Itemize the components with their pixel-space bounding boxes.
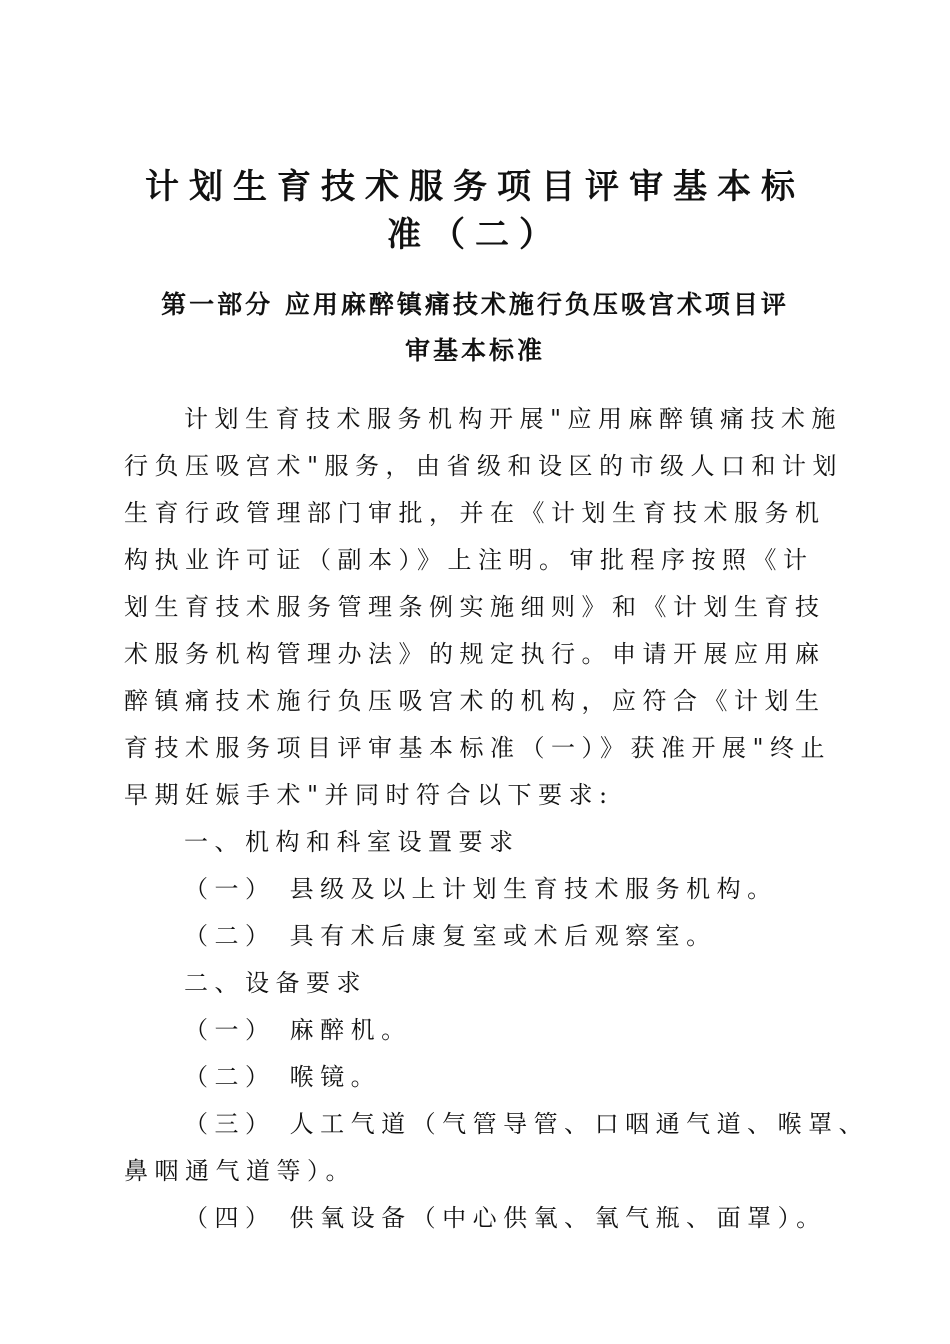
body-line: 行负压吸宫术"服务，由省级和设区的市级人口和计划 xyxy=(124,452,844,480)
body-line: 划生育技术服务管理条例实施细则》和《计划生育技 xyxy=(124,593,826,621)
list-heading: 二、设备要求 xyxy=(184,969,367,997)
body-line: 构执业许可证（副本）》上注明。审批程序按照《计 xyxy=(124,546,814,574)
list-heading: 一、机构和科室设置要求 xyxy=(184,828,520,856)
document-title-line-1: 计划生育技术服务项目评审基本标 xyxy=(145,167,805,207)
body-line: 术服务机构管理办法》的规定执行。申请开展应用麻 xyxy=(124,640,826,668)
list-item: （四） 供氧设备（中心供氧、氧气瓶、面罩）。 xyxy=(184,1204,827,1232)
list-item: （二） 喉镜。 xyxy=(184,1063,382,1091)
section-title-line-2: 审基本标准 xyxy=(404,336,545,365)
list-item: （二） 具有术后康复室或术后观察室。 xyxy=(184,922,717,950)
body-line: 生育行政管理部门审批，并在《计划生育技术服务机 xyxy=(124,499,826,527)
body-line: 醉镇痛技术施行负压吸宫术的机构，应符合《计划生 xyxy=(124,687,826,715)
list-item: （一） 县级及以上计划生育技术服务机构。 xyxy=(184,875,778,903)
body-line: 计划生育技术服务机构开展"应用麻醉镇痛技术施 xyxy=(184,405,843,433)
body-line: 育技术服务项目评审基本标准（一）》获准开展"终止 xyxy=(124,734,832,762)
list-item: （一） 麻醉机。 xyxy=(184,1016,412,1044)
list-item-continuation: 鼻咽通气道等）。 xyxy=(124,1157,356,1185)
section-title-line-1: 第一部分 应用麻醉镇痛技术施行负压吸宫术项目评 xyxy=(161,290,789,319)
list-item: （三） 人工气道（气管导管、口咽通气道、喉罩、 xyxy=(184,1110,870,1138)
body-line: 早期妊娠手术"并同时符合以下要求: xyxy=(124,781,614,809)
document-title-line-2: 准（二） xyxy=(387,215,563,255)
